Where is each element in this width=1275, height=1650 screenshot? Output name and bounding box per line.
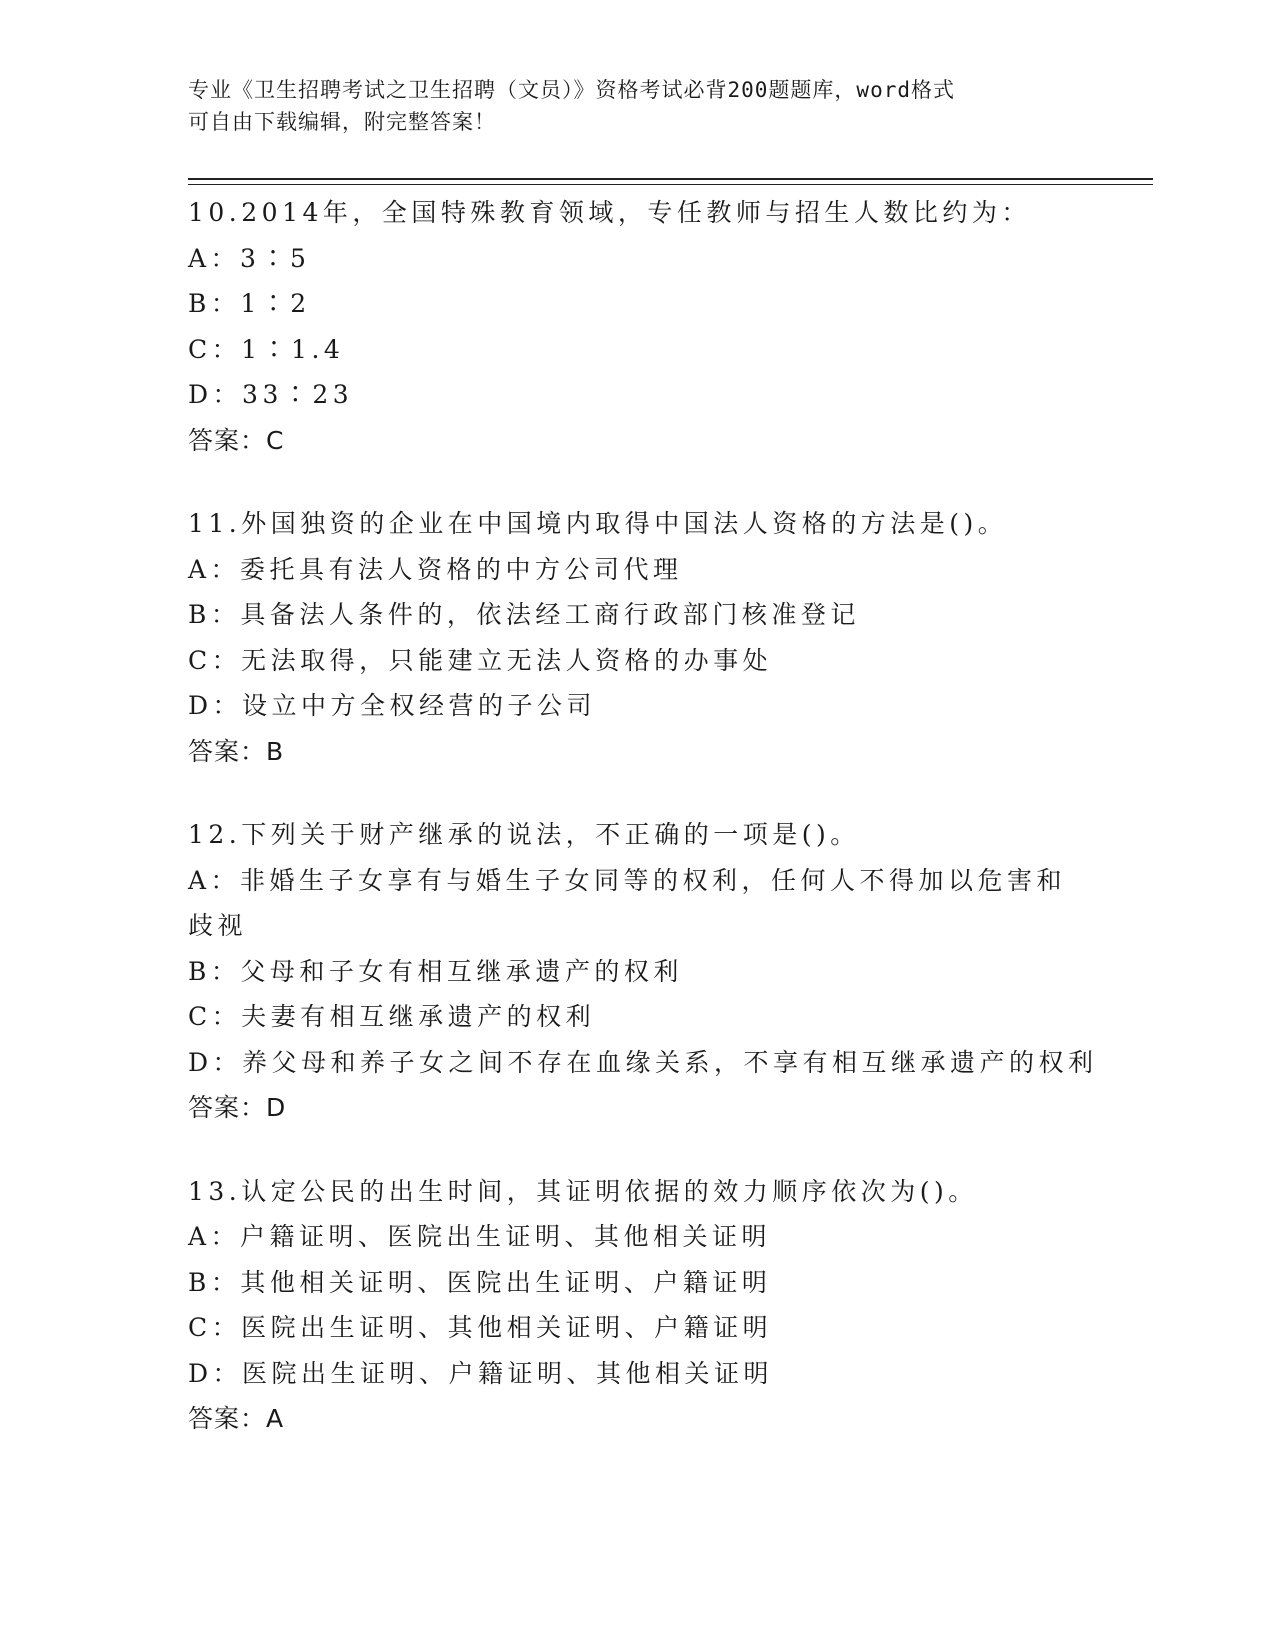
answer: 答案：A xyxy=(188,1404,285,1433)
option-c: C：1∶1.4 xyxy=(188,334,345,364)
option-a: A：3∶5 xyxy=(188,243,311,273)
question-stem: 13.认定公民的出生时间，其证明依据的效力顺序依次为()。 xyxy=(188,1176,978,1206)
option-c: C：夫妻有相互继承遗产的权利 xyxy=(188,1002,596,1031)
answer: 答案：B xyxy=(188,736,285,766)
option-b: B：1∶2 xyxy=(188,289,311,318)
question-11 xyxy=(188,501,1088,774)
option-a: A：非婚生子女享有与婚生子女同等的权利，任何人不得加以危害和歧视 xyxy=(188,865,1067,940)
option-d: D：33∶23 xyxy=(188,380,354,409)
question-12 xyxy=(188,812,1098,1131)
option-d: D：设立中方全权经营的子公司 xyxy=(188,691,597,720)
option-b: B：父母和子女有相互继承遗产的权利 xyxy=(188,956,683,986)
question-13 xyxy=(188,1169,1088,1442)
document-header xyxy=(188,74,1068,138)
header-divider-thin xyxy=(188,184,1153,185)
question-stem: 11.外国独资的企业在中国境内取得中国法人资格的方法是()。 xyxy=(188,509,1008,538)
answer: 答案：D xyxy=(188,1093,287,1122)
option-b: B：其他相关证明、医院出生证明、户籍证明 xyxy=(188,1267,772,1297)
question-stem: 12.下列关于财产继承的说法，不正确的一项是()。 xyxy=(188,820,860,849)
option-c: C：无法取得，只能建立无法人资格的办事处 xyxy=(188,645,773,675)
option-d: D：养父母和养子女之间不存在血缘关系，不享有相互继承遗产的权利 xyxy=(188,1047,1098,1077)
option-a: A：委托具有法人资格的中方公司代理 xyxy=(188,554,683,584)
option-b: B：具备法人条件的，依法经工商行政部门核准登记 xyxy=(188,600,860,629)
question-10 xyxy=(188,190,1088,463)
header-divider-thick xyxy=(188,178,1153,180)
header-line-1: 专业《卫生招聘考试之卫生招聘（文员）》资格考试必背200题题库，word格式 xyxy=(188,78,955,102)
header-line-2: 可自由下载编辑，附完整答案！ xyxy=(188,110,496,134)
question-list xyxy=(188,190,1098,1480)
option-d: D：医院出生证明、户籍证明、其他相关证明 xyxy=(188,1358,774,1388)
option-a: A：户籍证明、医院出生证明、其他相关证明 xyxy=(188,1222,772,1251)
answer: 答案：C xyxy=(188,425,285,455)
option-c: C：医院出生证明、其他相关证明、户籍证明 xyxy=(188,1313,773,1342)
question-stem: 10.2014年，全国特殊教育领域，专任教师与招生人数比约为： xyxy=(188,198,1031,227)
